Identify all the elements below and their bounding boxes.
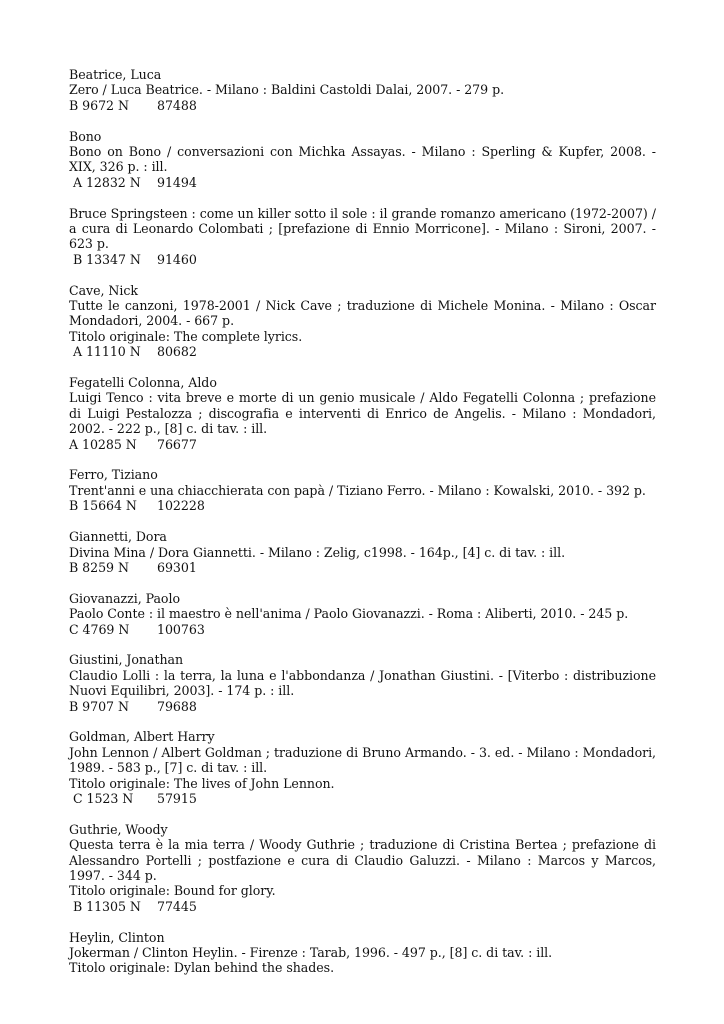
- entry-location: A 10285 N: [69, 436, 137, 452]
- entry-author: Giustini, Jonathan: [69, 652, 184, 668]
- entry-original-title: Titolo originale: The lives of John Lennon.: [69, 775, 335, 791]
- entry-shelfmark: [69, 98, 656, 113]
- entry-location: A 12832 N: [69, 174, 141, 190]
- entry-author: Cave, Nick: [69, 282, 138, 298]
- entry-shelfmark: [69, 498, 656, 513]
- entry-original-title: Titolo originale: Bound for glory.: [69, 883, 276, 899]
- catalog-entry: [69, 729, 656, 806]
- entry-description: Paolo Conte : il maestro è nell'anima / Paolo Giovanazzi. - Roma : Aliberti, 2010. - 245 p.: [69, 606, 629, 622]
- entry-description: Bruce Springsteen : come un killer sotto il sole : il grande romanzo americano (1972-2007) / a cura di Leonardo Colombati ; [prefazione di Ennio Morricone]. - Milano : Sironi, 2007. - 623 p.: [69, 205, 656, 252]
- entry-shelfmark: [69, 252, 656, 267]
- entry-description: Tutte le canzoni, 1978-2001 / Nick Cave ; traduzione di Michele Monina. - Milano : Oscar Mondadori, 2004. - 667 p.: [69, 298, 656, 329]
- entry-description: Divina Mina / Dora Giannetti. - Milano : Zelig, c1998. - 164p., [4] c. di tav. : ill.: [69, 544, 566, 560]
- entry-shelfmark: [69, 560, 656, 575]
- entry-shelfmark: [69, 344, 656, 359]
- entry-author: Heylin, Clinton: [69, 929, 165, 945]
- entry-author: Goldman, Albert Harry: [69, 729, 215, 745]
- catalog-entry: [69, 591, 656, 637]
- catalog-entry: [69, 206, 656, 268]
- catalog-entry: [69, 652, 656, 714]
- entry-inventory: 91494: [157, 174, 197, 190]
- catalog-entry: [69, 129, 656, 191]
- catalog-entry: [69, 375, 656, 452]
- catalog-entry: [69, 822, 656, 914]
- entry-shelfmark: [69, 622, 656, 637]
- catalog-entry: [69, 529, 656, 575]
- catalog-entry: [69, 930, 656, 976]
- entry-location: B 8259 N: [69, 559, 129, 575]
- entry-location: C 4769 N: [69, 621, 130, 637]
- entry-inventory: 80682: [157, 344, 197, 360]
- entry-author: Guthrie, Woody: [69, 821, 168, 837]
- entry-inventory: 69301: [157, 559, 197, 575]
- entry-location: B 13347 N: [69, 251, 141, 267]
- entry-location: B 11305 N: [69, 898, 141, 914]
- entry-shelfmark: [69, 175, 656, 190]
- entry-author: Beatrice, Luca: [69, 67, 162, 82]
- entry-inventory: 77445: [157, 898, 197, 914]
- entry-inventory: 57915: [157, 790, 197, 806]
- entry-description: Claudio Lolli : la terra, la luna e l'abbondanza / Jonathan Giustini. - [Viterbo : distribuzione Nuovi Equilibri, 2003]. - 174 p. : ill.: [69, 667, 656, 699]
- entry-description: Trent'anni e una chiacchierata con papà / Tiziano Ferro. - Milano : Kowalski, 2010. - 392 p.: [69, 482, 646, 498]
- entry-description: Questa terra è la mia terra / Woody Guthrie ; traduzione di Cristina Bertea ; prefazione di Alessandro Portelli ; postfazione e cura di Claudio Galuzzi. - Milano : Marcos y Marcos, 1997. - 344 p.: [69, 837, 656, 883]
- entry-location: B 9672 N: [69, 97, 129, 113]
- entry-inventory: 91460: [157, 251, 197, 267]
- entry-original-title: Titolo originale: The complete lyrics.: [69, 328, 303, 344]
- entry-inventory: 87488: [157, 97, 197, 113]
- entry-description: Luigi Tenco : vita breve e morte di un genio musicale / Aldo Fegatelli Colonna ; prefazione di Luigi Pestalozza ; discografia e interventi di Enrico de Angelis. - Milano : Mondadori, 2002. - 222 p., [8] c. di tav. : ill.: [69, 390, 656, 437]
- entry-author: Bono: [69, 128, 102, 144]
- entry-description: Bono on Bono / conversazioni con Michka Assayas. - Milano : Sperling & Kupfer, 2008. - XIX, 326 p. : ill.: [69, 144, 656, 175]
- entry-author: Fegatelli Colonna, Aldo: [69, 375, 217, 391]
- entry-location: B 15664 N: [69, 498, 137, 514]
- entry-description: Jokerman / Clinton Heylin. - Firenze : Tarab, 1996. - 497 p., [8] c. di tav. : ill.: [69, 944, 553, 960]
- catalog-entry: [69, 467, 656, 513]
- entry-author: Giannetti, Dora: [69, 529, 167, 545]
- entry-inventory: 100763: [157, 621, 205, 637]
- entry-location: B 9707 N: [69, 698, 129, 714]
- entry-inventory: 102228: [157, 498, 205, 514]
- entry-inventory: 79688: [157, 698, 197, 714]
- entry-shelfmark: [69, 899, 656, 914]
- entry-author: Giovanazzi, Paolo: [69, 590, 180, 606]
- entry-location: A 11110 N: [69, 344, 141, 360]
- entry-shelfmark: [69, 791, 656, 806]
- entry-shelfmark: [69, 699, 656, 714]
- entry-description: Zero / Luca Beatrice. - Milano : Baldini Castoldi Dalai, 2007. - 279 p.: [69, 82, 505, 98]
- catalog-page: [69, 67, 656, 991]
- entry-location: C 1523 N: [69, 790, 134, 806]
- catalog-entry: [69, 67, 656, 113]
- entry-description: John Lennon / Albert Goldman ; traduzione di Bruno Armando. - 3. ed. - Milano : Mondadori, 1989. - 583 p., [7] c. di tav. : ill.: [69, 744, 656, 776]
- catalog-entry: [69, 283, 656, 360]
- entry-author: Ferro, Tiziano: [69, 467, 158, 483]
- entry-inventory: 76677: [157, 436, 197, 452]
- entry-original-title: Titolo originale: Dylan behind the shades.: [69, 960, 335, 976]
- entry-shelfmark: [69, 437, 656, 452]
